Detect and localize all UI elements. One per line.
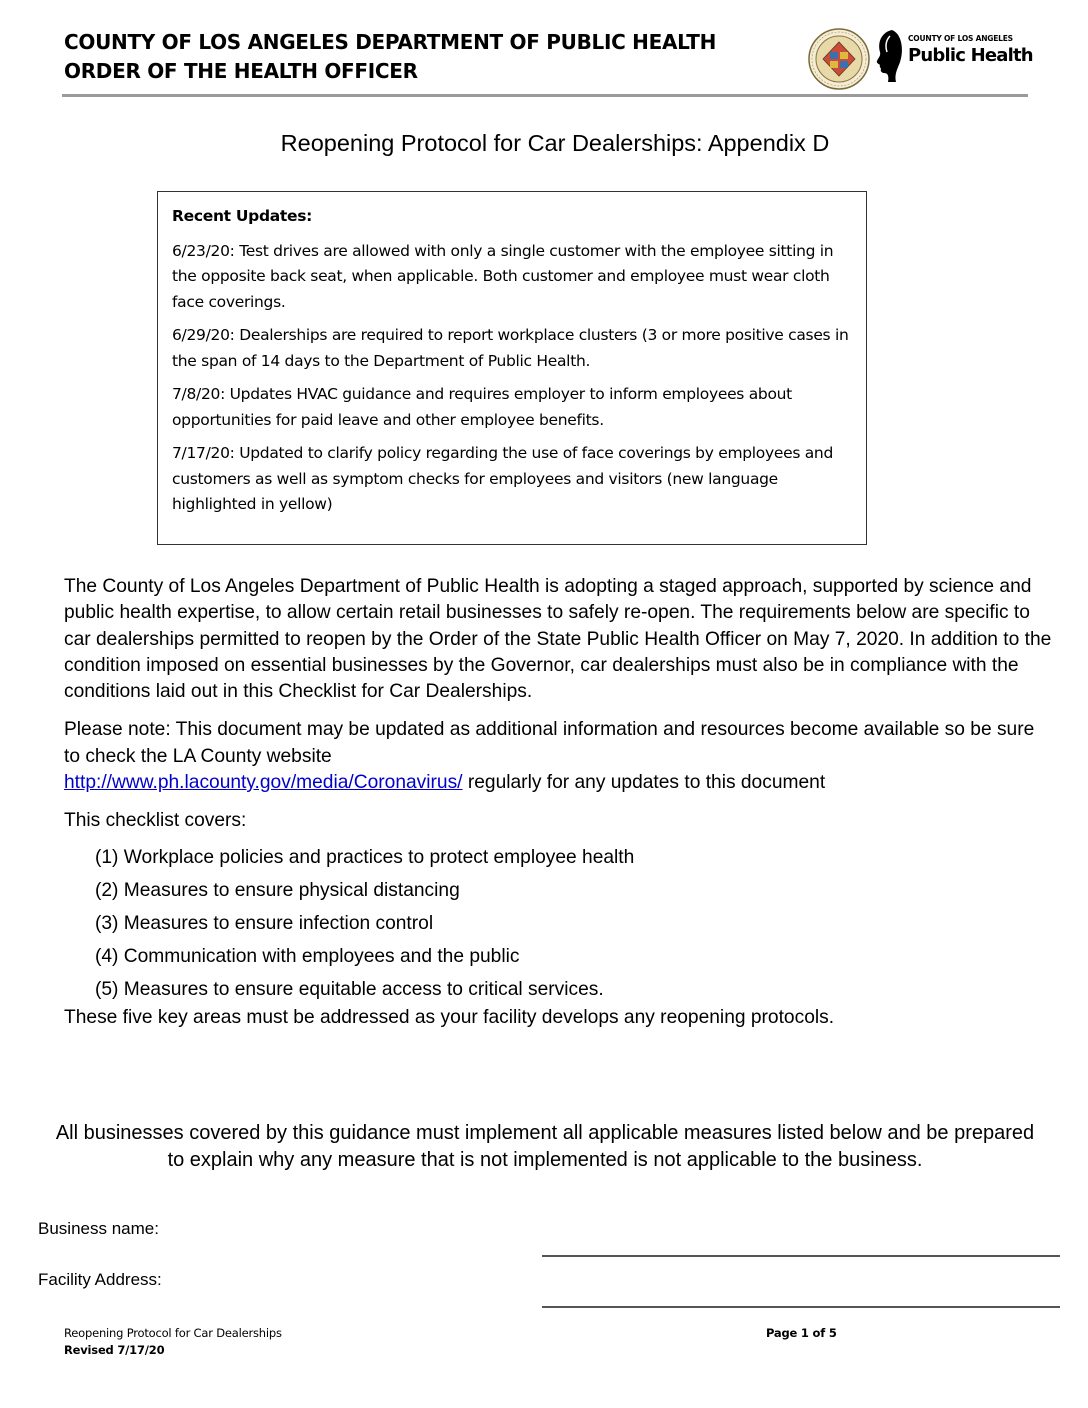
implementation-note: All businesses covered by this guidance must implement all applicable measures listed below and be prepared to explain why any measure that is not implemented is not applicable to the business. [55, 1122, 1035, 1171]
coronavirus-website-link[interactable]: http://www.ph.lacounty.gov/media/Coronavirus/ [64, 772, 463, 794]
note-text: Please note: This document may be updated as additional information and resources become available so be sure to check the LA County website [64, 719, 1035, 767]
recent-updates-box [157, 191, 867, 545]
footer-left [64, 1325, 282, 1359]
header-title [64, 28, 716, 86]
header-line-2: ORDER OF THE HEALTH OFFICER [64, 59, 418, 83]
intro-paragraph: The County of Los Angeles Department of Public Health is adopting a staged approach, supported by science and public health expertise, to allow certain retail businesses to safely re-open. The requirements below are specific to car dealerships permitted to reopen by the Order of the State Public Health Officer on May 7, 2020. In addition to the condition imposed on essential businesses by the Governor, car dealerships must also be in compliance with the conditions laid out in this Checklist for Car Dealerships. [64, 576, 1052, 703]
update-item: 7/8/20: Updates HVAC guidance and requires employer to inform employees about opportunities for paid leave and other employee benefits. [172, 385, 792, 429]
update-item: 6/29/20: Dealerships are required to report workplace clusters (3 or more positive cases in the span of 14 days to the Department of Public Health. [172, 326, 849, 370]
header-line-1: COUNTY OF LOS ANGELES DEPARTMENT OF PUBLIC HEALTH [64, 30, 717, 54]
body-text [64, 574, 1054, 1043]
public-health-logo [874, 28, 1033, 84]
footer-doc-name: Reopening Protocol for Car Dealerships [64, 1326, 282, 1340]
checklist-item: (1) Workplace policies and practices to protect employee health [95, 846, 635, 868]
county-seal-icon [808, 28, 870, 90]
checklist [64, 845, 1054, 1003]
note-text-after-link: regularly for any updates to this document [462, 772, 826, 794]
checklist-item: (4) Communication with employees and the public [95, 945, 520, 967]
page-number: Page 1 of 5 [766, 1326, 837, 1340]
facility-address-label: Facility Address: [38, 1270, 162, 1289]
document-title: Reopening Protocol for Car Dealerships: Appendix D [280, 130, 830, 156]
checklist-item: (2) Measures to ensure physical distancing [95, 879, 460, 901]
checklist-item: (5) Measures to ensure equitable access to critical services. [95, 978, 604, 1000]
header-divider [62, 94, 1028, 97]
update-item: 6/23/20: Test drives are allowed with only a single customer with the employee sitting in the opposite back seat, when applicable. Both customer and employee must wear cloth face coverings. [172, 241, 834, 311]
checklist-item: (3) Measures to ensure infection control [95, 912, 434, 934]
logo-small-text: COUNTY OF LOS ANGELES [908, 34, 1013, 43]
note-paragraph [64, 717, 1054, 796]
profile-silhouette-icon [874, 28, 906, 84]
recent-updates-heading: Recent Updates: [172, 207, 313, 225]
logo-main-text: Public Health [908, 45, 1033, 66]
closing-paragraph: These five key areas must be addressed as your facility develops any reopening protocols. [64, 1006, 835, 1028]
business-name-field[interactable] [542, 1255, 1060, 1257]
footer-revised: Revised 7/17/20 [64, 1343, 165, 1357]
update-item: 7/17/20: Updated to clarify policy regarding the use of face coverings by employees and customers as well as symptom checks for employees and visitors (new language highlighted in yellow) [172, 444, 833, 513]
business-name-label: Business name: [38, 1219, 159, 1238]
checklist-intro: This checklist covers: [64, 810, 247, 832]
facility-address-field[interactable] [542, 1306, 1060, 1308]
